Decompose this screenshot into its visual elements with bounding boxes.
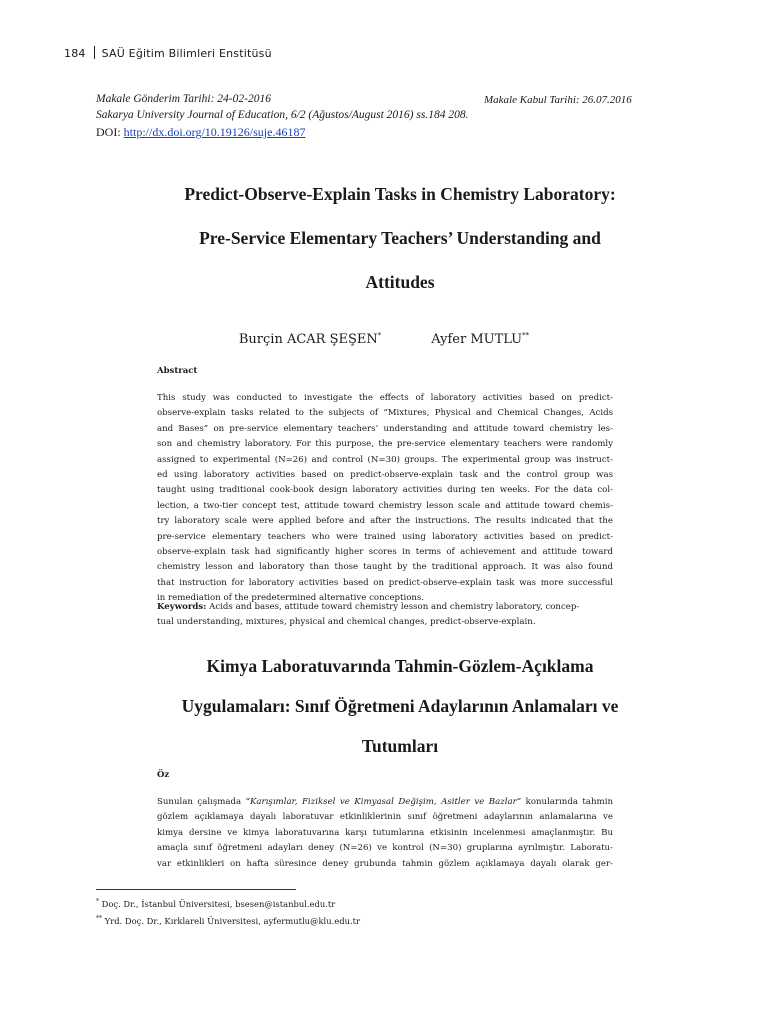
running-header: [64, 46, 272, 60]
keywords-text: tual understanding, mixtures, physical and chemical changes, predict-observe-explain.: [157, 617, 536, 628]
abstract-line: ed using laboratory activities based on predict-observe-explain task and the control group was: [157, 470, 613, 481]
abstract-line: that instruction for laboratory activities based on predict-observe-explain task was more successful: [157, 577, 613, 588]
abstract-line: in remediation of the predetermined alternative conceptions.: [157, 593, 425, 604]
author-mark: *: [377, 332, 382, 340]
submission-date: : 24-02-2016: [210, 93, 271, 105]
abstract-line: taught using traditional cook-book design laboratory activities during ten weeks. For the data col-: [157, 485, 613, 496]
oz-line: amaçla sınıf öğretmeni adayları deney (N=26) ve kontrol (N=30) gruplarına ayrılmıştır. Laboratu-: [157, 843, 613, 854]
abstract-line: lection, a two-tier concept test, attitude toward chemistry lesson scale and attitude toward chemis-: [157, 500, 613, 511]
oz-line: gözlem açıklamaya dayalı laboratuvar etkinliklerinin sınıf öğretmeni adaylarının anlamalarına ve: [157, 812, 613, 823]
abstract-line: observe-explain tasks related to the subjects of “Mixtures, Physical and Chemical Changes, Acids: [157, 408, 613, 419]
doi-label: DOI:: [96, 125, 124, 139]
keywords-text: Acids and bases, attitude toward chemistry lesson and chemistry laboratory, concep-: [206, 602, 580, 612]
oz-line: [157, 795, 613, 810]
title-tr-line: Uygulamaları: Sınıf Öğretmeni Adaylarının Anlamaları ve: [181, 696, 619, 716]
abstract-line: observe-explain task had significantly higher scores in terms of achievement and attitude toward: [157, 547, 613, 558]
header-divider: [94, 46, 95, 59]
footnote-2: [96, 915, 360, 926]
journal-name: SAÜ Eğitim Bilimleri Enstitüsü: [101, 47, 272, 60]
title-en-line: Attitudes: [365, 272, 435, 292]
oz-line: var etkinlikleri on hafta süresince deney grubunda tahmin gözlem açıklamaya dayalı olarak ger-: [157, 858, 613, 869]
abstract-line: pre-service elementary teachers who were trained using laboratory activities based on predict-: [157, 531, 613, 542]
oz-line: kimya dersine ve kimya laboratuvarına karşı tutumlarına etkisinin incelenmesi amaçlanmıştır. Bu: [157, 827, 613, 838]
title-en-line: Predict-Observe-Explain Tasks in Chemistry Laboratory:: [184, 184, 616, 204]
footnote-text: Doç. Dr., İstanbul Üniversitesi, bsesen@istanbul.edu.tr: [99, 898, 336, 909]
abstract-line: chemistry lesson and laboratory than those taught by the traditional approach. It was also found: [157, 562, 613, 573]
title-en-line: Pre-Service Elementary Teachers’ Understanding and: [199, 228, 601, 248]
keywords-label: Keywords:: [157, 602, 207, 612]
acceptance-info: Makale Kabul Tarihi: 26.07.2016: [484, 94, 632, 106]
authors: [0, 332, 768, 347]
footnote-mark: *: [96, 898, 99, 905]
footnote-mark: **: [96, 915, 102, 922]
footnote-text: Yrd. Doç. Dr., Kırklareli Üniversitesi, ayfermutlu@klu.edu.tr: [102, 915, 361, 926]
abstract-heading: Abstract: [157, 366, 198, 376]
abstract-line: This study was conducted to investigate the effects of laboratory activities based on predict-: [157, 393, 613, 403]
footnote-1: [96, 898, 335, 909]
submission-info: [96, 93, 271, 105]
doi-line: [96, 125, 305, 140]
oz-text: Sunulan çalışmada: [157, 797, 246, 807]
author-mark: **: [522, 332, 530, 340]
abstract-body: [157, 391, 613, 607]
submission-label: Makale Gönderim Tarihi: [96, 93, 211, 105]
abstract-line: try laboratory scale were applied before and after the instructions. The results indicated that the: [157, 516, 613, 527]
abstract-line: son and chemistry laboratory. For this purpose, the pre-service elementary teachers were randomly: [157, 439, 613, 450]
citation: Sakarya University Journal of Education, 6/2 (Ağustos/August 2016) ss.184 208.: [96, 109, 469, 121]
footnote-rule: [96, 889, 296, 890]
oz-heading: Öz: [157, 770, 170, 780]
keywords: [157, 600, 613, 631]
oz-body: [157, 795, 613, 872]
oz-text: konularında tahmin: [521, 797, 613, 807]
author-2: [431, 332, 529, 347]
abstract-line: assigned to experimental (N=26) and control (N=30) groups. The experimental group was instruct-: [157, 454, 613, 465]
article-title-en: [130, 172, 670, 304]
oz-italic: “Karışımlar, Fiziksel ve Kimyasal Değişim, Asitler ve Bazlar”: [245, 797, 522, 807]
title-tr-line: Kimya Laboratuvarında Tahmin-Gözlem-Açıklama: [206, 656, 594, 676]
article-title-tr: [120, 646, 680, 766]
page-number: 184: [64, 47, 86, 60]
author-name: Burçin ACAR ŞEŞEN: [238, 332, 378, 348]
title-tr-line: Tutumları: [361, 736, 439, 756]
doi-link[interactable]: http://dx.doi.org/10.19126/suje.46187: [123, 125, 306, 139]
abstract-line: and Bases” on pre-service elementary teachers’ understanding and attitude toward chemistry les-: [157, 423, 613, 434]
author-name: Ayfer MUTLU: [431, 332, 523, 348]
author-1: [239, 332, 381, 347]
